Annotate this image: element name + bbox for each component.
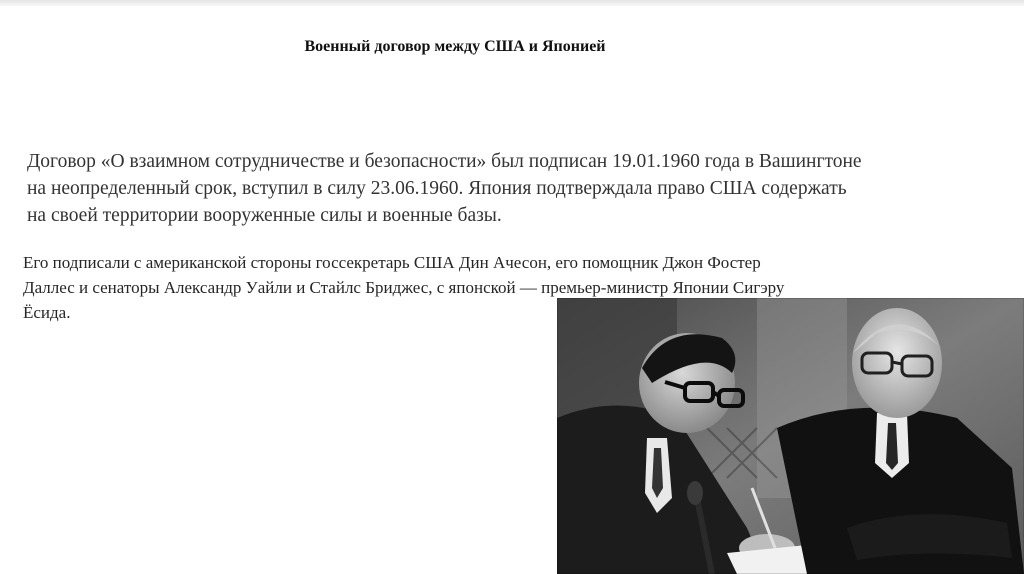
signers-paragraph: Его подписали с американской стороны госсекретарь США Дин Ачесон, его помощник Джон Фостер Даллес и сенаторы Александр Уайли и Стайлс Бриджес, с японской — премьер-министр Японии Сигэру Ёсида. [23, 253, 785, 322]
signing-ceremony-photo [557, 298, 1024, 574]
slide-title: Военный договор между США и Японией [304, 38, 606, 55]
top-border-strip [0, 0, 1024, 6]
treaty-description-paragraph: Договор «О взаимном сотрудничестве и безопасности» был подписан 19.01.1960 года в Вашингтоне на неопределенный срок, вступил в силу 23.06.1960. Япония подтверждала право США содержать на своей территории вооруженные силы и военные базы. [27, 151, 862, 226]
